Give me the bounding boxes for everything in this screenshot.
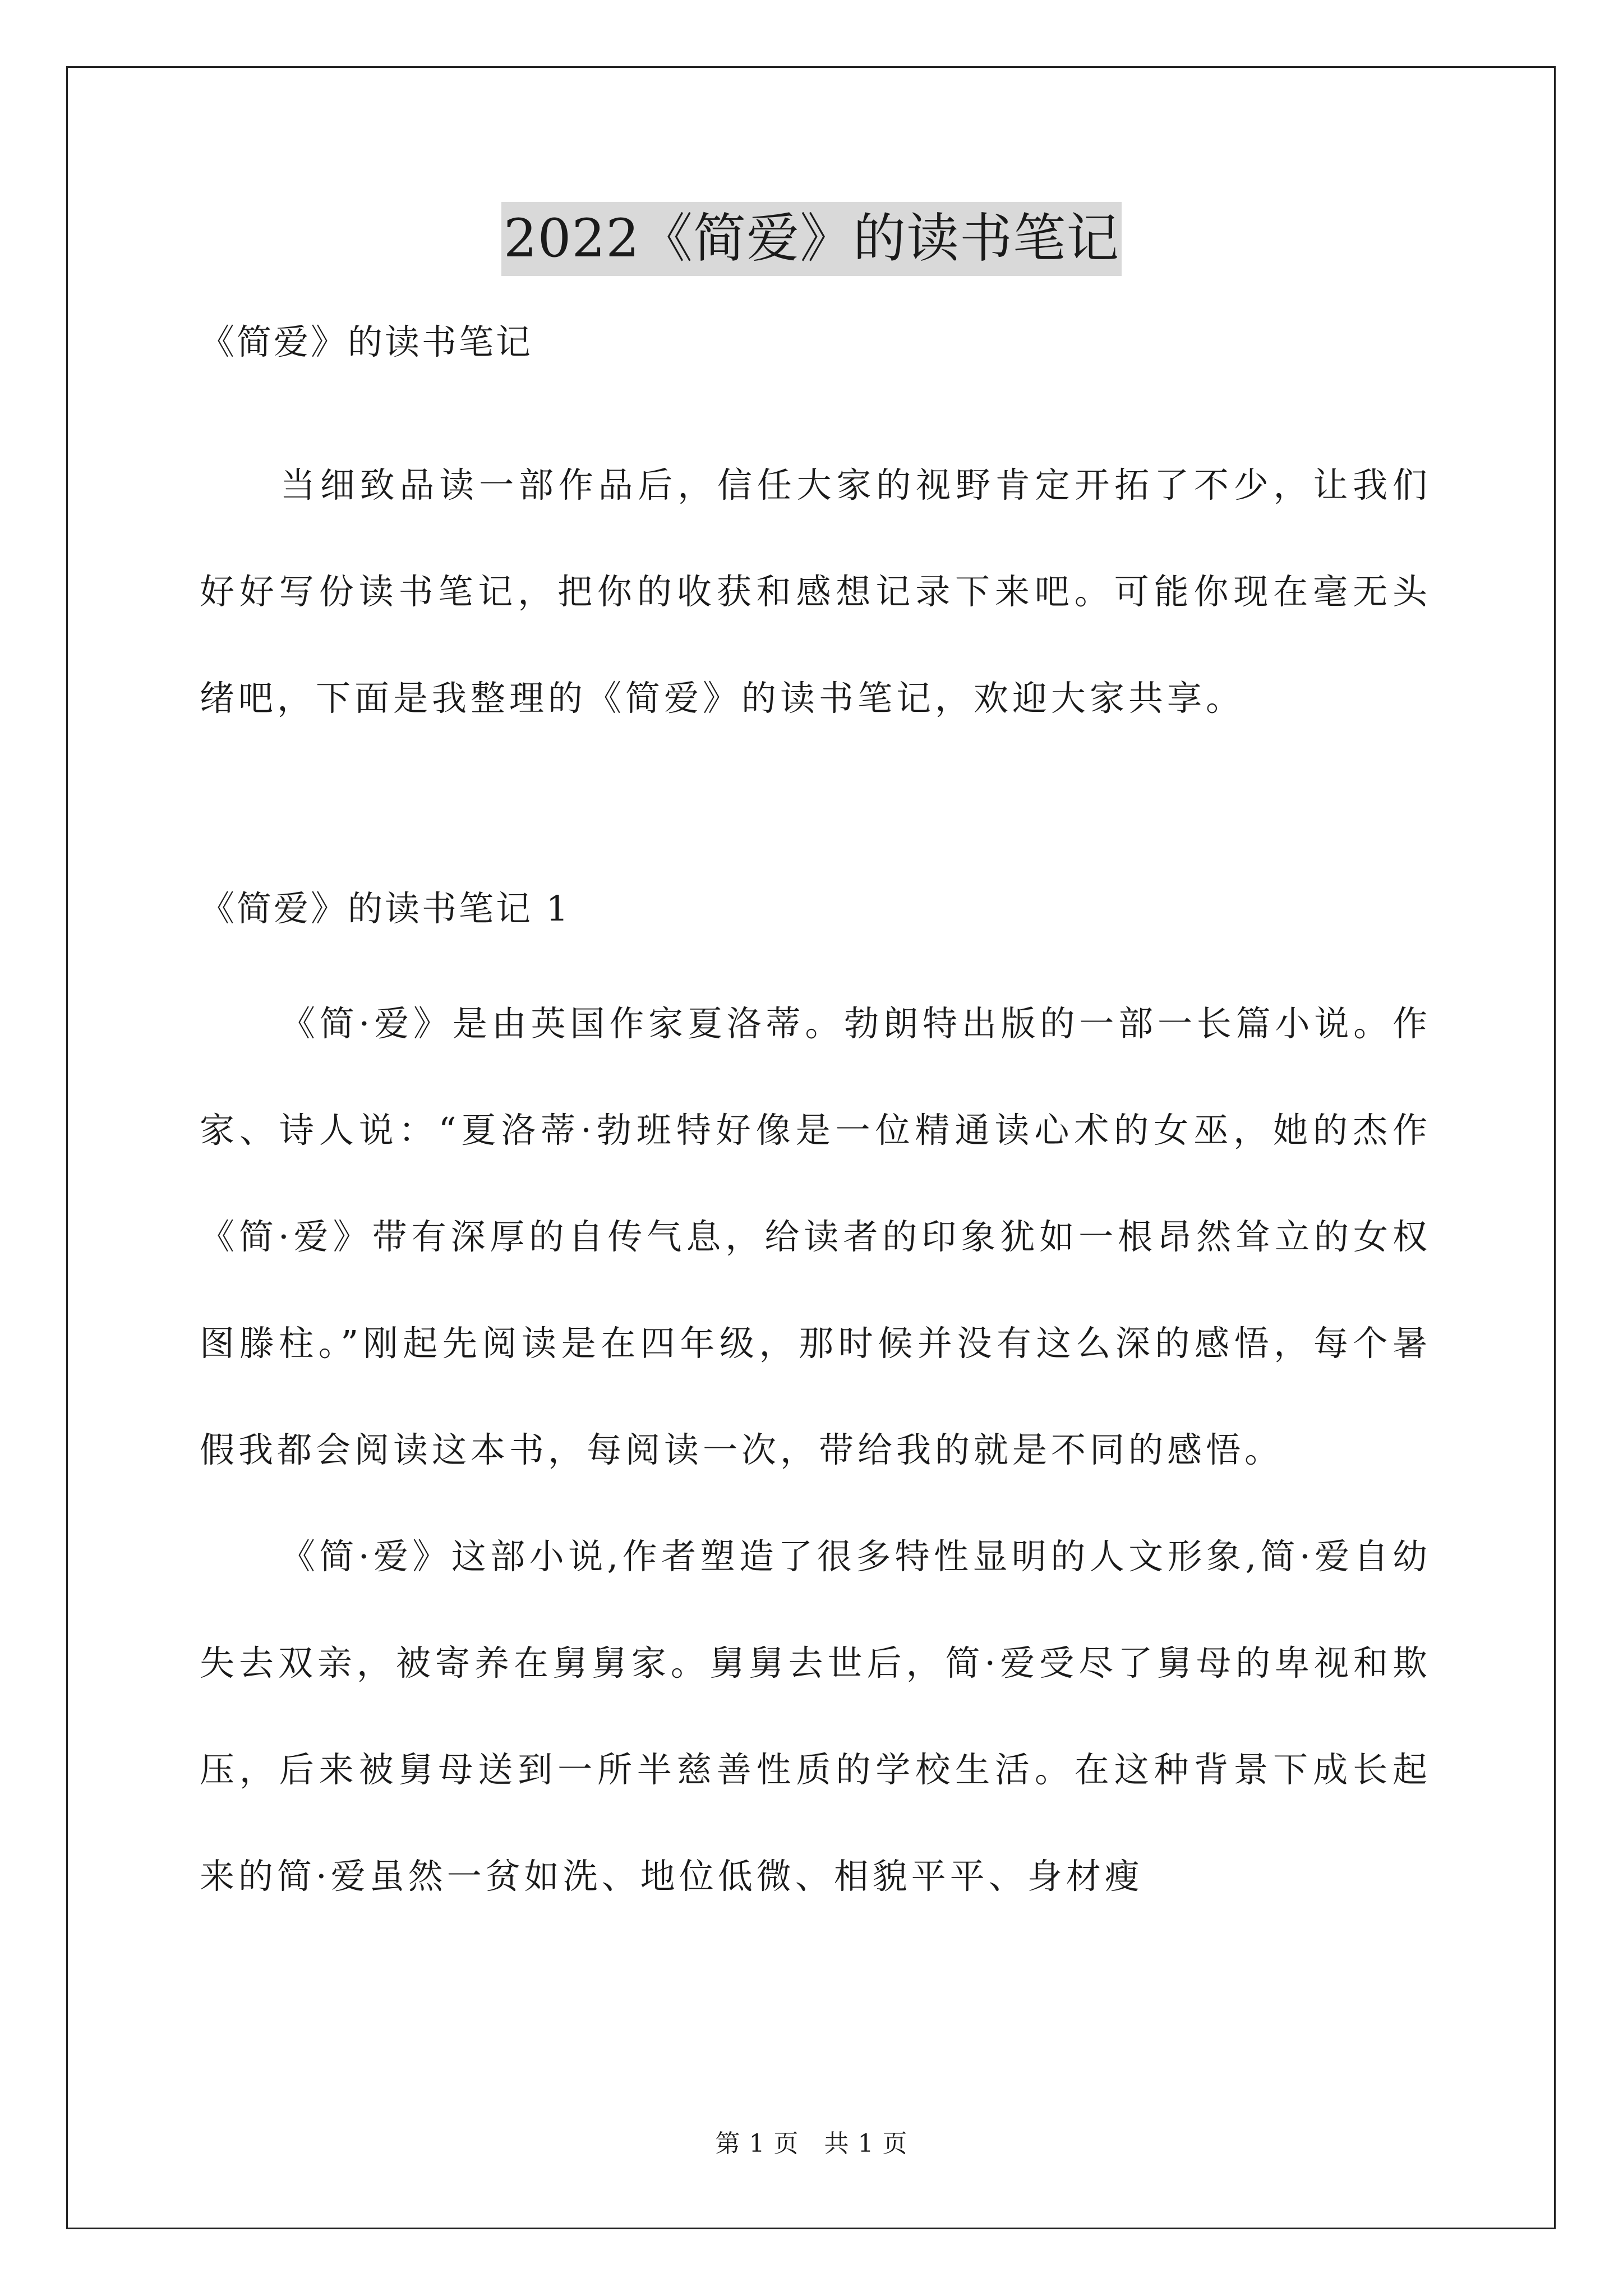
intro-section (200, 432, 1431, 752)
page-number: 第 1 页 (715, 2129, 799, 2158)
intro-heading: 《简爱》的读书笔记 (200, 321, 533, 362)
section-heading: 《简爱》的读书笔记 1 (200, 888, 571, 929)
title-container (0, 202, 1623, 276)
page-footer (0, 2127, 1623, 2161)
body-section (200, 970, 1431, 1930)
body-paragraph-2: 《简·爱》这部小说,作者塑造了很多特性显明的人文形象,简·爱自幼失去双亲，被寄养在舅舅家。舅舅去世后，简·爱受尽了舅母的卑视和欺压，后来被舅母送到一所半慈善性质的学校生活。在这种背景下成长起来的简·爱虽然一贫如洗、地位低微、相貌平平、身材瘦 (200, 1536, 1431, 1897)
body-paragraph-1: 《简·爱》是由英国作家夏洛蒂。勃朗特出版的一部一长篇小说。作家、诗人说：“夏洛蒂·勃班特好像是一位精通读心术的女巫，她的杰作《简·爱》带有深厚的自传气息，给读者的印象犹如一根昂然耸立的女权图滕柱。”刚起先阅读是在四年级，那时候并没有这么深的感悟，每个暑假我都会阅读这本书，每阅读一次，带给我的就是不同的感悟。 (200, 1003, 1431, 1470)
document-title: 2022《简爱》的读书笔记 (501, 202, 1122, 276)
intro-paragraph: 当细致品读一部作品后，信任大家的视野肯定开拓了不少，让我们好好写份读书笔记，把你的收获和感想记录下来吧。可能你现在毫无头绪吧，下面是我整理的《简爱》的读书笔记，欢迎大家共享。 (200, 464, 1431, 719)
page-total: 共 1 页 (824, 2129, 908, 2158)
